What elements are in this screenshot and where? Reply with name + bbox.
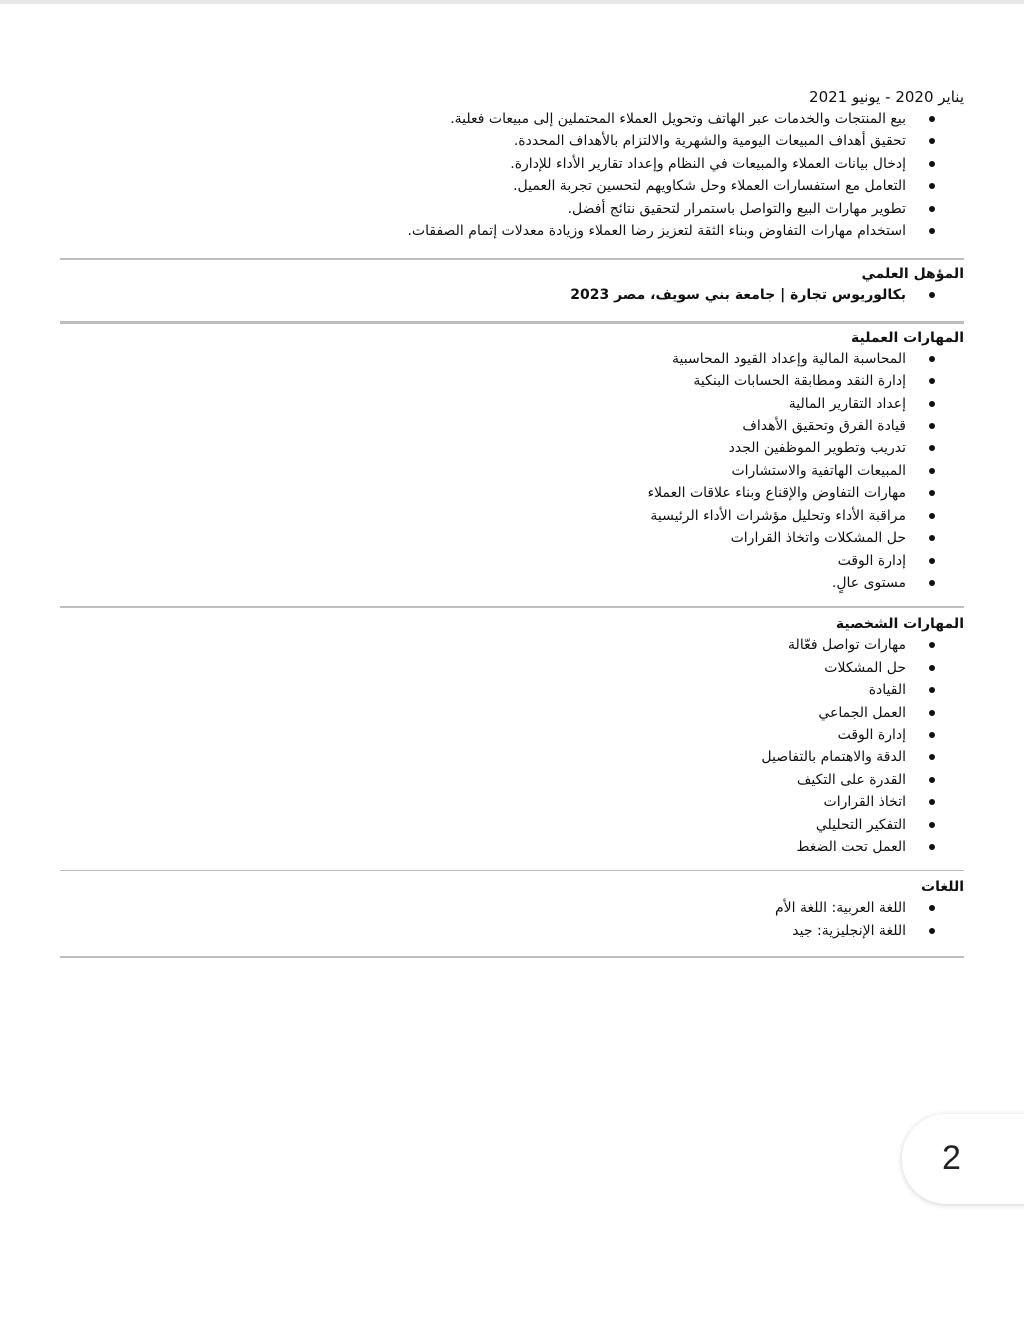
list-item: تدريب وتطوير الموظفين الجدد bbox=[60, 437, 964, 459]
section-divider bbox=[60, 956, 964, 958]
list-item: القدرة على التكيف bbox=[60, 769, 964, 791]
list-item: مهارات التفاوض والإقناع وبناء علاقات العملاء bbox=[60, 482, 964, 504]
personal-skills-list bbox=[60, 634, 964, 858]
list-item: حل المشكلات واتخاذ القرارات bbox=[60, 527, 964, 549]
list-item: المحاسبة المالية وإعداد القيود المحاسبية bbox=[60, 348, 964, 370]
list-item: إعداد التقارير المالية bbox=[60, 393, 964, 415]
section-divider bbox=[60, 870, 964, 871]
languages-list bbox=[60, 897, 964, 942]
experience-section bbox=[60, 86, 964, 242]
section-title-education: المؤهل العلمي bbox=[861, 266, 964, 283]
list-item: اللغة العربية: اللغة الأم bbox=[60, 897, 964, 919]
practical-skills-section bbox=[60, 328, 964, 594]
personal-skills-section bbox=[60, 614, 964, 858]
list-item: اتخاذ القرارات bbox=[60, 791, 964, 813]
list-item: بكالوريوس تجارة | جامعة بني سويف، مصر 2023 bbox=[60, 284, 964, 306]
list-item: مراقبة الأداء وتحليل مؤشرات الأداء الرئيسية bbox=[60, 505, 964, 527]
languages-section bbox=[60, 877, 964, 942]
list-item: إدارة النقد ومطابقة الحسابات البنكية bbox=[60, 370, 964, 392]
list-item: العمل الجماعي bbox=[60, 702, 964, 724]
section-title-practical-skills: المهارات العملية bbox=[850, 329, 964, 346]
list-item: التعامل مع استفسارات العملاء وحل شكاويهم لتحسين تجربة العميل. bbox=[60, 175, 964, 197]
resume-page bbox=[60, 86, 964, 958]
section-title-languages: اللغات bbox=[921, 879, 964, 896]
list-item: التفكير التحليلي bbox=[60, 814, 964, 836]
education-section bbox=[60, 264, 964, 306]
list-item: مهارات تواصل فعّالة bbox=[60, 634, 964, 656]
list-item: العمل تحت الضغط bbox=[60, 836, 964, 858]
section-divider bbox=[60, 321, 964, 324]
list-item: قيادة الفرق وتحقيق الأهداف bbox=[60, 415, 964, 437]
page-number: 2 bbox=[942, 1139, 961, 1177]
list-item: تطوير مهارات البيع والتواصل باستمرار لتحقيق نتائج أفضل. bbox=[60, 198, 964, 220]
list-item: اللغة الإنجليزية: جيد bbox=[60, 920, 964, 942]
list-item: مستوى عالٍ. bbox=[60, 572, 964, 594]
practical-skills-list bbox=[60, 348, 964, 594]
section-divider bbox=[60, 258, 964, 260]
top-edge-strip bbox=[0, 0, 1024, 4]
list-item: إدارة الوقت bbox=[60, 724, 964, 746]
job-date-range: يناير 2020 - يونيو 2021 bbox=[809, 88, 964, 106]
experience-list bbox=[60, 108, 964, 242]
list-item: القيادة bbox=[60, 679, 964, 701]
list-item: إدارة الوقت bbox=[60, 550, 964, 572]
list-item: الدقة والاهتمام بالتفاصيل bbox=[60, 746, 964, 768]
list-item: بيع المنتجات والخدمات عبر الهاتف وتحويل العملاء المحتملين إلى مبيعات فعلية. bbox=[60, 108, 964, 130]
section-title-personal-skills: المهارات الشخصية bbox=[835, 616, 964, 633]
page-indicator bbox=[902, 1114, 1024, 1204]
list-item: استخدام مهارات التفاوض وبناء الثقة لتعزيز رضا العملاء وزيادة معدلات إتمام الصفقات. bbox=[60, 220, 964, 242]
list-item: المبيعات الهاتفية والاستشارات bbox=[60, 460, 964, 482]
education-list bbox=[60, 284, 964, 306]
list-item: حل المشكلات bbox=[60, 657, 964, 679]
list-item: إدخال بيانات العملاء والمبيعات في النظام وإعداد تقارير الأداء للإدارة. bbox=[60, 153, 964, 175]
list-item: تحقيق أهداف المبيعات اليومية والشهرية والالتزام بالأهداف المحددة. bbox=[60, 130, 964, 152]
section-divider bbox=[60, 606, 964, 608]
